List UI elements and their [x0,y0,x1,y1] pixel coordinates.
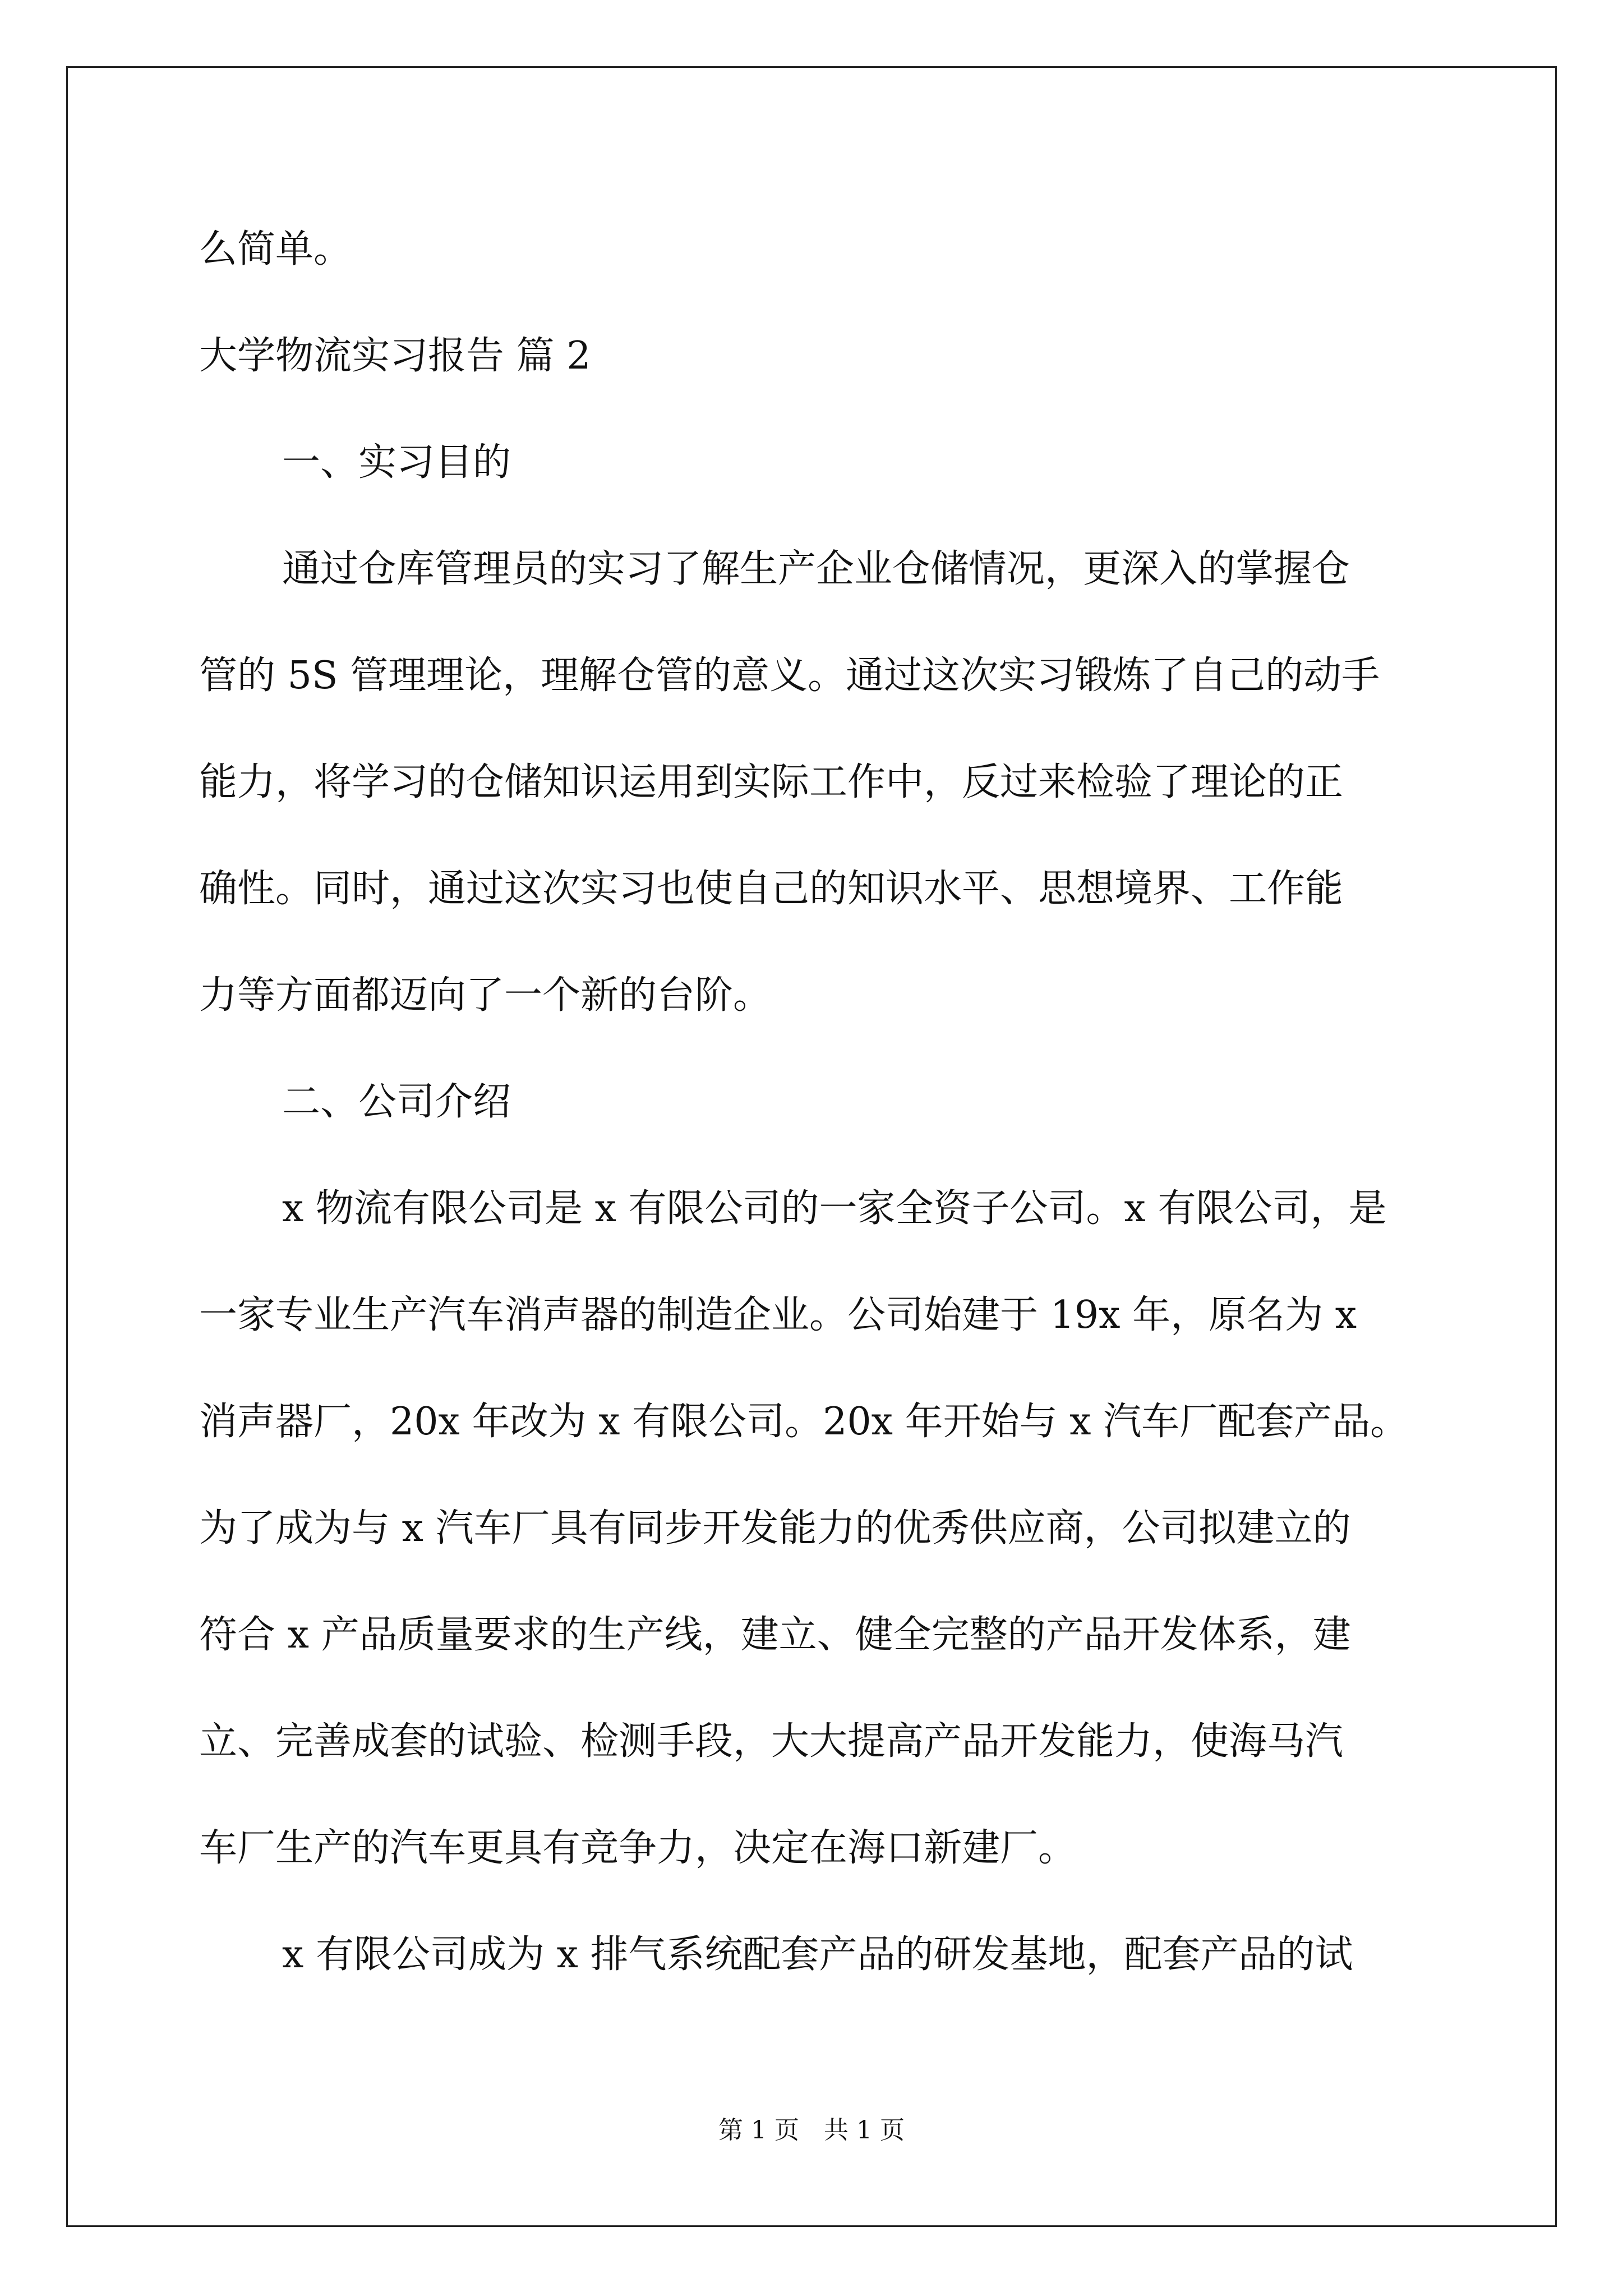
text-line: 通过仓库管理员的实习了解生产企业仓储情况，更深入的掌握仓 [282,547,1350,591]
heading-company: 二、公司介绍 [282,1080,511,1124]
text-line: x 有限公司成为 x 排气系统配套产品的研发基地，配套产品的试 [282,1932,1353,1977]
text-line: 车厂生产的汽车更具有竞争力，决定在海口新建厂。 [199,1826,1077,1870]
page-number: 第 1 页 共 1 页 [718,2116,905,2145]
text-line: 立、完善成套的试验、检测手段，大大提高产品开发能力，使海马汽 [199,1719,1344,1764]
text-line: 为了成为与 x 汽车厂具有同步开发能力的优秀供应商，公司拟建立的 [199,1506,1351,1550]
text-line: 能力，将学习的仓储知识运用到实际工作中，反过来检验了理论的正 [199,760,1344,804]
text-line: 符合 x 产品质量要求的生产线，建立、健全完整的产品开发体系，建 [199,1613,1351,1657]
text-line: x 物流有限公司是 x 有限公司的一家全资子公司。x 有限公司，是 [282,1186,1387,1231]
heading-purpose: 一、实习目的 [282,440,511,485]
text-line: 确性。同时，通过这次实习也使自己的知识水平、思想境界、工作能 [199,867,1344,911]
text-line: 管的 5S 管理理论，理解仓管的意义。通过这次实习锻炼了自己的动手 [199,654,1380,698]
text-line: 力等方面都迈向了一个新的台阶。 [199,973,772,1018]
text-line: 消声器厂，20x 年改为 x 有限公司。20x 年开始与 x 汽车厂配套产品。 [199,1400,1409,1444]
text-line: 么简单。 [199,227,352,272]
text-line: 一家专业生产汽车消声器的制造企业。公司始建于 19x 年，原名为 x [199,1293,1357,1337]
section-title: 大学物流实习报告 篇 2 [199,334,591,378]
document-body [199,196,1433,2008]
